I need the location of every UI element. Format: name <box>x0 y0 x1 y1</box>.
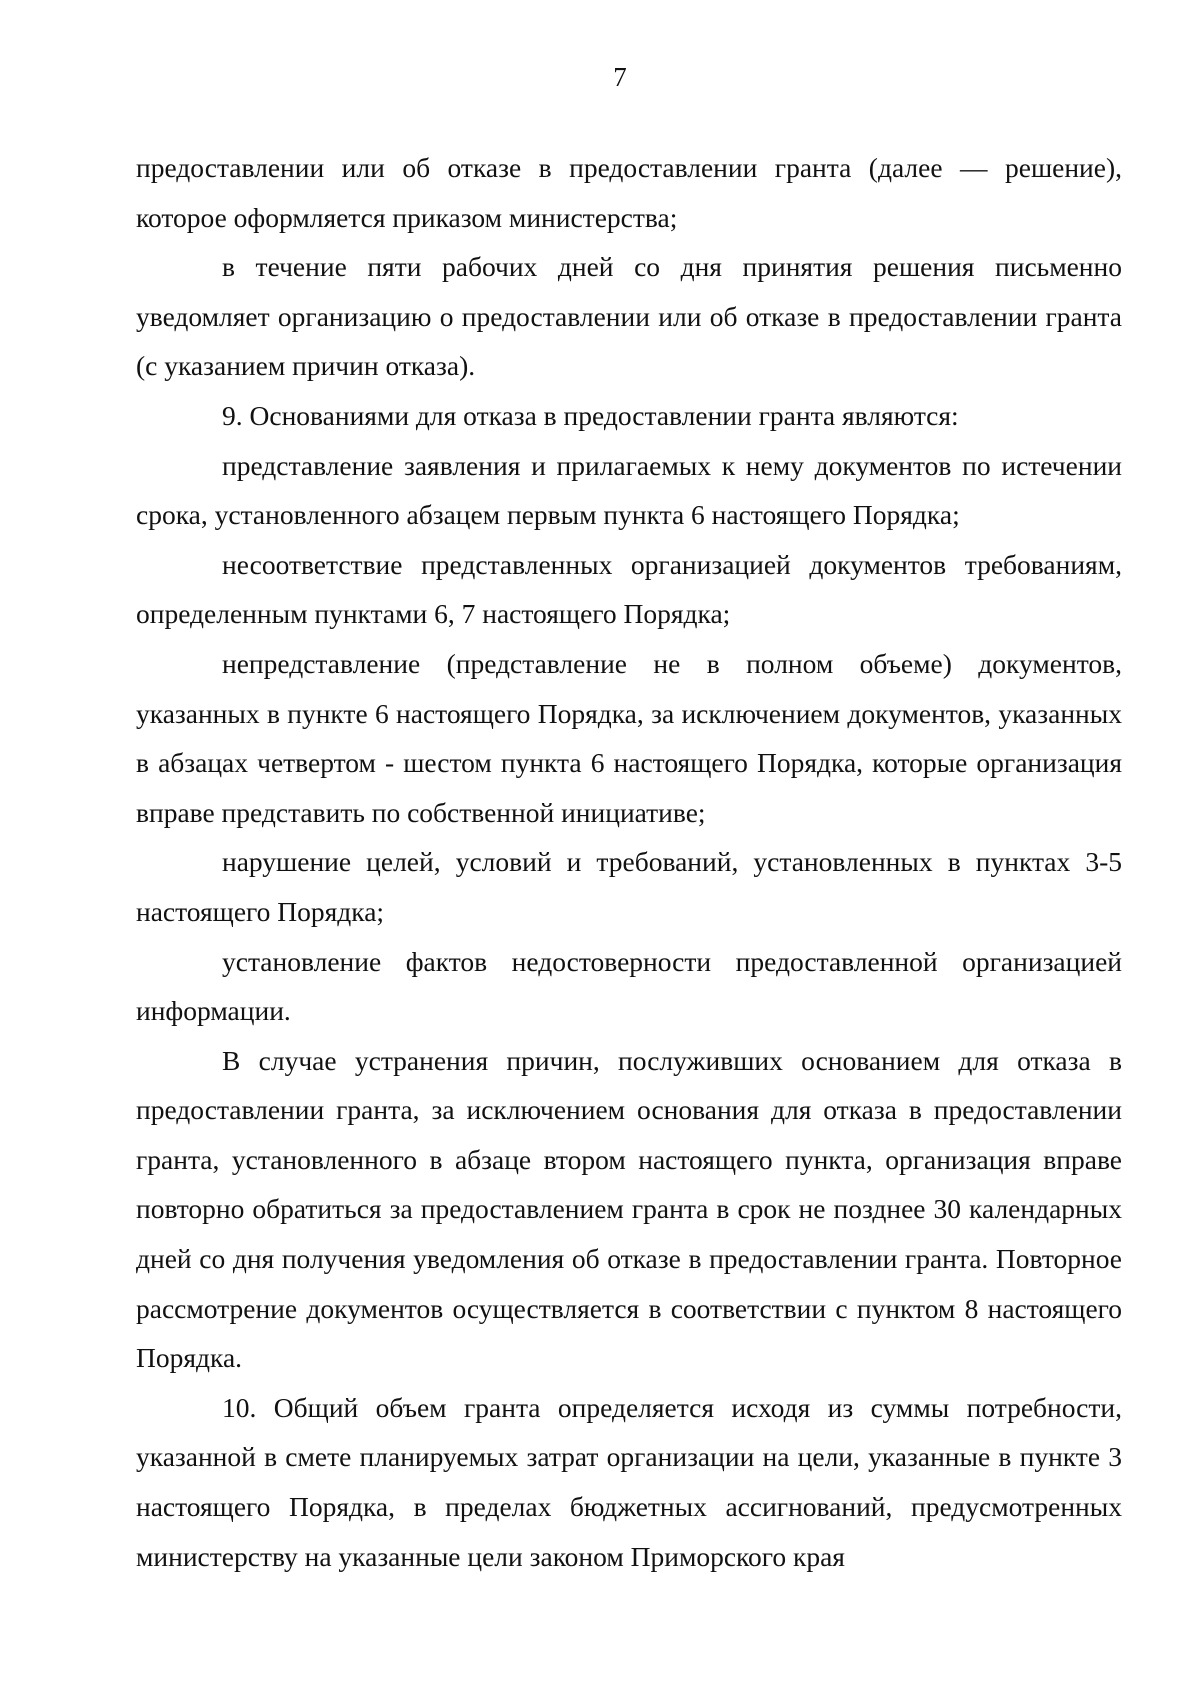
paragraph-nonconformity: несоответствие представленных организацией документов требованиям, определенным пунктами 6, 7 настоящего Порядка; <box>136 548 1122 630</box>
paragraph-violation: нарушение целей, условий и требований, установленных в пунктах 3-5 настоящего Порядка; <box>136 846 1122 927</box>
paragraph-notification: в течение пяти рабочих дней со дня принятия решения письменно уведомляет организацию о предоставлении или об отказе в предоставлении гранта (с указанием причин отказа). <box>136 251 1122 382</box>
paragraph-false-information: установление фактов недостоверности предоставленной организацией информации. <box>136 945 1122 1027</box>
paragraph-refusal-grounds-heading: 9. Основаниями для отказа в предоставлении гранта являются: <box>222 399 959 431</box>
document-body <box>136 143 1122 1581</box>
page-number: 7 <box>613 62 627 92</box>
paragraph-decision-continuation: предоставлении или об отказе в предоставлении гранта (далее — решение), которое оформляется приказом министерства; <box>136 152 1122 233</box>
paragraph-late-submission: представление заявления и прилагаемых к нему документов по истечении срока, установленного абзацем первым пункта 6 настоящего Порядка; <box>136 449 1122 531</box>
paragraph-grant-amount: 10. Общий объем гранта определяется исходя из суммы потребности, указанной в смете планируемых затрат организации на цели, указанные в пункте 3 настоящего Порядка, в пределах бюджетных ассигнований, предусмотренных министерству на указанные цели законом Приморского края <box>136 1391 1122 1572</box>
paragraph-missing-documents: непредставление (представление не в полном объеме) документов, указанных в пункте 6 настоящего Порядка, за исключением документов, указанных в абзацах четвертом - шестом пункта 6 настоящего Порядка, которые организация вправе представить по собственной инициативе; <box>136 647 1122 828</box>
paragraph-reapplication: В случае устранения причин, послуживших основанием для отказа в предоставлении гранта, за исключением основания для отказа в предоставлении гранта, установленного в абзаце втором настоящего пункта, организация вправе повторно обратиться за предоставлением гранта в срок не позднее 30 календарных дней со дня получения уведомления об отказе в предоставлении гранта. Повторное рассмотрение документов осуществляется в соответствии с пунктом 8 настоящего Порядка. <box>136 1044 1122 1374</box>
